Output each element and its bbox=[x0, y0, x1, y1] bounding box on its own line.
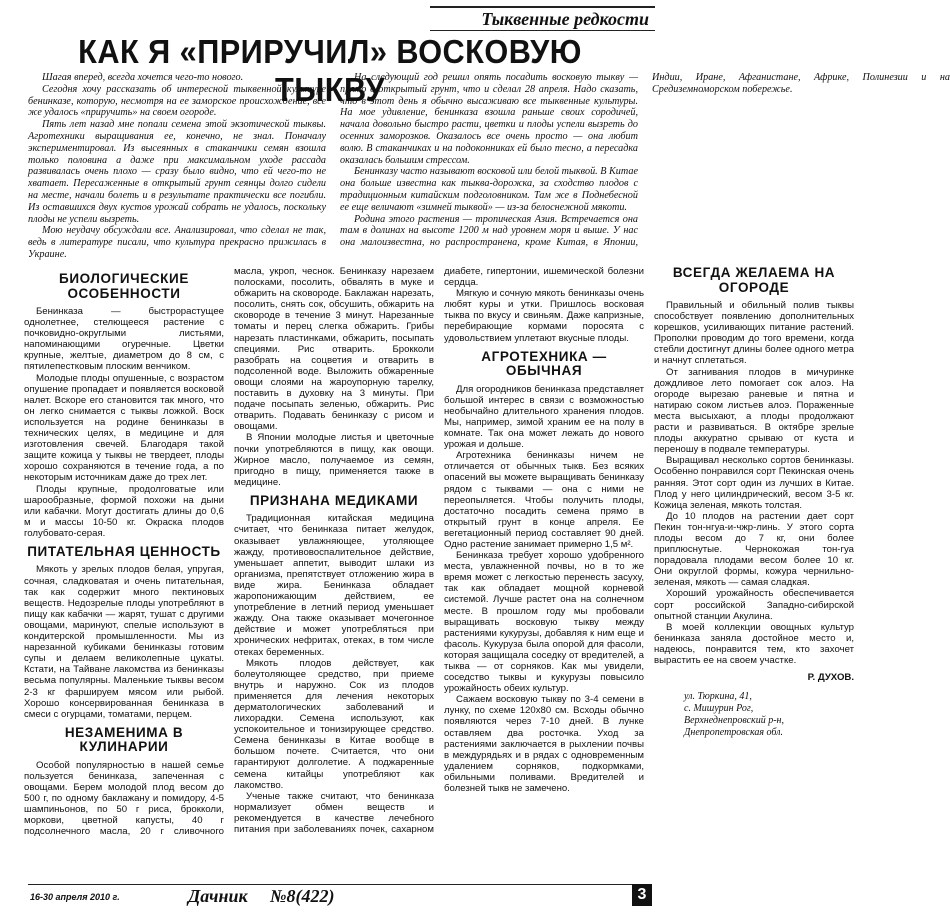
section-heading: ПРИЗНАНА МЕДИКАМИ bbox=[249, 492, 419, 508]
body-paragraph: До 10 плодов на растении дает сорт Пекин тон-нгуа-и-чжр-линь. У этого сорта плоды весом до 7 кг, они более приплюснутые. Чернокожая тон-гуа порадовала плодами весом более 10 кг. Они округлой формы, кожура чернильно-зеленая, мякоть — самая сладкая. bbox=[654, 510, 854, 589]
rubric-banner bbox=[430, 6, 655, 31]
author-signature: Р. ДУХОВ. bbox=[807, 672, 854, 684]
body-paragraph: В моей коллекции овощных культур бенинказа заняла достойное место и, надеюсь, понравится тем, кто захочет вырастить ее на своем участке. bbox=[654, 621, 854, 666]
footer-rule bbox=[28, 884, 632, 885]
section-heading: АГРОТЕХНИКА — ОБЫЧНАЯ bbox=[481, 348, 607, 379]
page-footer bbox=[0, 878, 660, 914]
lead-paragraph: Родина этого растения — тропическая Азия. Встречается она там в долинах на высоте 1200 м над уровнем моря и выше. У нас она малоизвестна, но распространена, кроме Китая, в Японии, Индии, Иране, Афганистане, Африке, Полинезии и на Средиземноморском побережье. bbox=[340, 72, 950, 249]
author-address bbox=[654, 691, 854, 739]
body-paragraph: Выращивал несколько сортов бенинказы. Особенно понравился сорт Пекинская очень ранняя. Этот сорт один из лучших в Китае. Плод у него цилиндрический, весом 3-5 кг. Кожица зеленая, мякоть толстая. bbox=[654, 455, 854, 511]
section-heading: НЕЗАМЕНИМА В КУЛИНАРИИ bbox=[64, 724, 184, 755]
body-paragraph: Для огородников бенинказа представляет большой интерес в связи с возможностью необычайно длительного хранения плодов. Мы, например, зимой храним ее на полу в комнате. Так она может лежать до нового урожая и дольше. bbox=[444, 383, 644, 451]
article-lead bbox=[28, 72, 950, 262]
body-paragraph: Хороший урожайность обеспечивается сорт российской Западно-сибирской опытной станции Акулина. bbox=[654, 588, 854, 622]
lead-paragraph: Сегодня хочу рассказать об интересной тыквенной культуре бенинказе, которую, несмотря на ее заморское происхождение, все же удалось «приручить» на своем огороде. bbox=[28, 83, 326, 119]
body-paragraph: Мякоть у зрелых плодов белая, упругая, сочная, сладковатая и очень питательная, так как содержит много пектиновых веществ. Недозрелые плоды употребляют в пищу как кабачки — жарят, тушат с другими овощами, маринуют, спелые используют в кондитерской промышленности. Мы из нарезанной кубиками бенинказы готовим супы и делаем великолепные цукаты. Кстати, на Тайване лакомства из бенинказы весьма популярны. Маленькие тыквы весом 2-3 кг фаршируем мясом или рыбой. Хорошо консервированная бенинказа в смеси с огурцами, томатами, перцем. bbox=[24, 564, 224, 720]
body-paragraph: Мякоть плодов действует, как болеутоляющее средство, при приеме внутрь и наружно. Сок из плодов применяется для лечения некоторых дерматологических заболеваний и лихорадки. Семена используют, как успокоительное и тонизирующее средство. Семена бенинказы в Китае вообще в большом почете. Считается, что они гарантируют долголетие. А поджаренные семена китайцы употребляют как лакомство. bbox=[234, 657, 434, 791]
body-paragraph: Мягкую и сочную мякоть бенинказы очень любят куры и утки. Пришлось восковая тыква по вкусу и свиньям. Даже капризные, перебирающие кормами поросята с удовольствием уплетают вкусные плоды. bbox=[444, 288, 644, 344]
article-body bbox=[24, 265, 854, 846]
lead-paragraph: Мою неудачу обсуждали все. Анализировал, что сделал не так, ведь в литературе писали, что культура прекрасно прижилась в Украине. bbox=[28, 225, 326, 260]
section-heading: ПИТАТЕЛЬНАЯ ЦЕННОСТЬ bbox=[27, 543, 221, 559]
body-paragraph: Сажаем восковую тыкву по 3-4 семени в лунку, по схеме 120х80 см. Всходы обычно появляются через 7-10 дней. В лунке оставляем два росточка. Уход за растениями заключается в рыхлении почвы в междурядьях и в рядах с одновременным удалением сорняков, подкормками, обильными поливами. Вредителей и болезней тыкв не замечено. bbox=[444, 694, 644, 795]
address-line: ул. Тюркина, 41, bbox=[684, 691, 752, 703]
body-paragraph: Правильный и обильный полив тыквы способствует появлению дополнительных корешков, усиливающих питание растений. Прополки проводим до того времени, когда стебли достигнут длины более одного метра и начнут сплетаться. bbox=[654, 300, 854, 367]
body-paragraph: Бенинказа — быстрорастущее однолетнее, стелющееся растение с почковидно-округлыми листьями, напоминающими огуречные. Цветки крупные, желтые, диаметром до 8 см, с пятилепестковым плоским венчиком. bbox=[24, 306, 224, 373]
address-line: с. Мишурин Рог, bbox=[684, 703, 754, 715]
body-paragraph: В Японии молодые листья и цветочные почки употребляются в пищу, как овощи. Жирное масло, получаемое из семян, пригодно в пищу, применяется также в медицине. bbox=[234, 432, 434, 488]
lead-paragraph: Бенинказу часто называют восковой или белой тыквой. В Китае она больше известна как тыква-дорожка, за сходство плодов с традиционным китайским подголовником. Там же в Поднебесной ее еще величают «зимней тыквой» — из-за белоснежной мякоти. bbox=[340, 166, 638, 213]
body-paragraph: Бенинказа требует хорошо удобренного места, увлажненной почвы, но в то же время может с легкостью перенесть засуху, так как обладает мощной корневой системой. Лучше растет она на солнечном месте. В прошлом году мы пробовали выращивать восковую тыкву между растениями кукурузы, добавляя к ним еще и фасоль. Кукуруза была опорой для фасоли, которая защищала соседку от вредителей, а тыква — от сорняков. Как мы увидели, соседство тыквы и кукурузы повысило урожайность обеих культур. bbox=[444, 550, 644, 695]
article-title: КАК Я «ПРИРУЧИЛ» ВОСКОВУЮ ТЫКВУ bbox=[78, 33, 582, 108]
issue-date: 16-30 апреля 2010 г. bbox=[30, 892, 120, 902]
body-paragraph: Особой популярностью в нашей семье пользуется бенинказа, запеченная с овощами. Берем молодой плод весом до 500 г, по одному баклажану и помидору, 4-5 шампиньонов, по 50 г риса, брокколи, моркови, цветной капусты, 40 г подсолнечного масла, 20 г сливочного масла, укроп, чеснок. Бенинказу нарезаем полосками, посолить, обвалять в муке и обжарить на сковороде. Баклажан нарезать, посолить, снять сок, обсушить, обжарить на сковороде в течение 3 минут. Нарезанные томаты и перец слегка обжарить. Грибы нарезать пластинками, обжарить, посыпать специями. Рис отварить. Брокколи разобрать на соцветия и отварить в подсоленной воде. Выложить обжаренные овощи слоями на жароупорную тарелку, поставить в духовку на 3 минуты. При подаче посыпать зеленью, обжарить. Рис отварить. Подавать бенинказу с рисом и овощами. bbox=[24, 266, 434, 838]
section-heading: БИОЛОГИЧЕСКИЕ ОСОБЕННОСТИ bbox=[59, 271, 189, 301]
rubric-label: Тыквенные редкости bbox=[481, 9, 649, 29]
section-heading: ВСЕГДА ЖЕЛАЕМА НА ОГОРОДЕ bbox=[672, 265, 836, 295]
lead-paragraph: Шагая вперед, всегда хочется чего-то нового. bbox=[42, 72, 244, 83]
address-line: Верхнеднепровский р-н, bbox=[684, 715, 785, 727]
lead-paragraph: На следующий год решил опять посадить восковую тыкву — прямо в открытый грунт, что и сделал 28 апреля. Надо сказать, что в этот день я обычно высаживаю все тыквенные культуры. На мое удивление, бенинказа взошла раньше своих сородичей, начала довольно быстро расти, цветки и плоды успели вызреть до осенних заморозков. Оказалось все очень просто — она любит волю. В стаканчиках и на подоконниках ей было тесно, а пересадка оказалась большим стрессом. bbox=[340, 72, 638, 166]
body-paragraph: Плоды крупные, продолговатые или шарообразные, формой похожи на дыни или кабачки. Могут достигать длины до 0,6 м и массы 10-50 кг. Окраска плодов голубовато-серая. bbox=[24, 483, 224, 539]
body-paragraph: Молодые плоды опушенные, с возрастом опушение пропадает и появляется восковой налет. Вскоре его становится так много, что он легко снимается с тыквы ложкой. Воск используется на родине бенинказы в технических целях, в медицине и для изготовления свечей. Благодаря такой защите кожица у тыквы не твердеет, плоды хорошо сохраняются в течение года, а по некоторым источникам даже до трех лет. bbox=[24, 372, 224, 484]
page-number: 3 bbox=[632, 884, 652, 906]
issue-number: №8(422) bbox=[270, 886, 335, 906]
body-paragraph: Традиционная китайская медицина считает, что бенинказа питает желудок, оказывает увлажняющее, утоляющее жажду, противовоспалительное действие, уменьшает аппетит, выводит шлаки из организма, препятствует отложению жира в виде жира. Бенинказа обладает жаропонижающим действием, ее употребление в летний период уменьшает жажду. Она также оказывает мочегонное действие и может употребляться при хронических нефритах, отеках, в том числе отеках беременных. bbox=[234, 513, 434, 658]
body-paragraph: Агротехника бенинказы ничем не отличается от обычных тыкв. Без всяких опасений вы можете выращивать бенинказу рядом с тыквами — она с ними не переопыляется. Чтобы получить плоды, достаточно посадить семена прямо в открытый грунт в конце апреля. Ее вегетационный период составляет 90 дней. Одно растение занимает примерно 1,5 м². bbox=[444, 450, 644, 550]
lead-paragraph: Пять лет назад мне попали семена этой экзотической тыквы. Агротехники выращивания ее, конечно, не знал. Поначалу экспериментировал. Из высеянных в стаканчики семян взошла только половина а даже при максимальном уходе рассада развивалась очень плохо — сразу было видно, что ей чего-то не хватает. Пересаженные в открытый грунт сеянцы долго сидели на месте, начали болеть и в результате практически все погибли. Из оставшихся двух кустов урожай собрать не удалось, поскольку плоды не успели вызреть. bbox=[28, 119, 326, 225]
body-paragraph: От загнивания плодов в мичуринке дождливое лето помогает сок алоэ. На огороде вырезаю раневые и пятна и натираю соком листьев алоэ. Пораженные места высыхают, а плоды продолжают расти и развиваться. В октябре зрелые плоды аккуратно срываю от куста и переношу в подвале температуры. bbox=[654, 366, 854, 456]
publication-logo: Дачник bbox=[188, 886, 248, 906]
body-paragraph: Ученые также считают, что бенинказа нормализует обмен веществ и рекомендуется в качестве лечебного питания при заболеваниях почек, сахарном диабете, гипертонии, ишемической болезни сердца. bbox=[234, 266, 644, 835]
address-line: Днепропетровская обл. bbox=[684, 727, 784, 739]
